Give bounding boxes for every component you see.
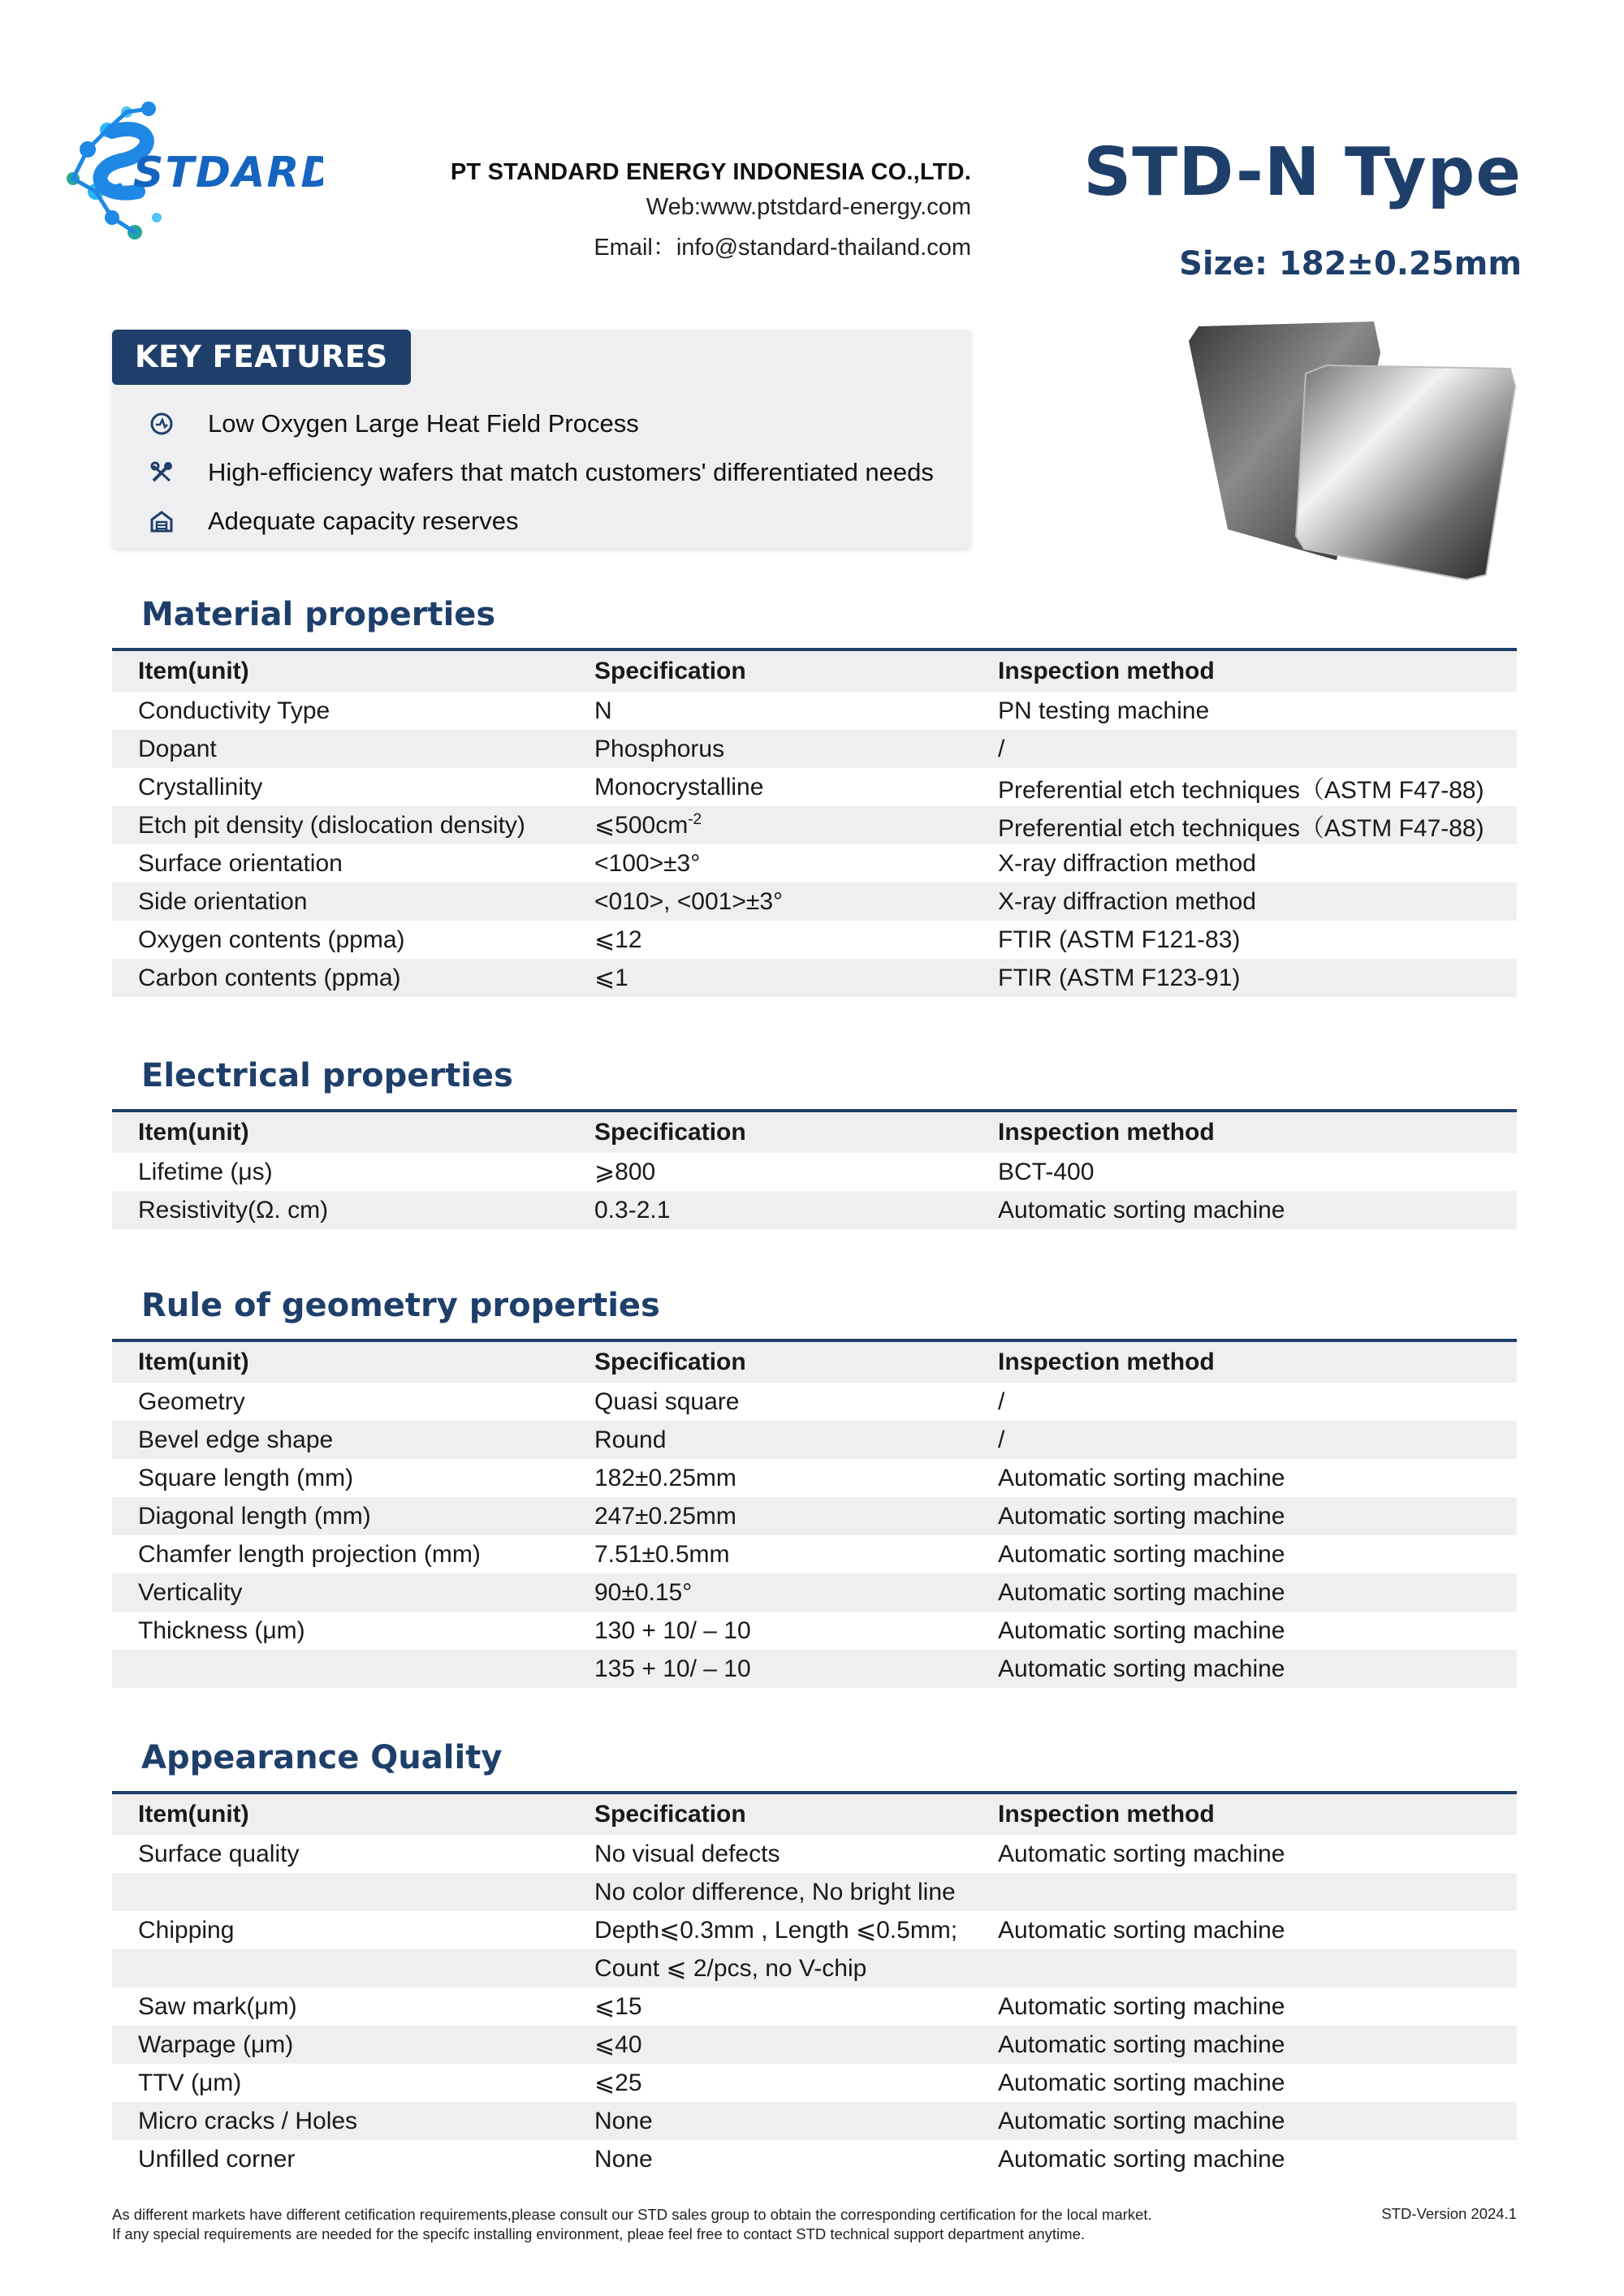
cell-spec: ⩽1 [594, 965, 628, 991]
cell-item: Conductivity Type [138, 697, 330, 724]
table-body [112, 1835, 1517, 2178]
cell-spec: 182±0.25mm [594, 1464, 736, 1491]
cell-spec: No visual defects [594, 1840, 780, 1867]
product-heading [1083, 134, 1522, 283]
table-row [112, 1383, 1517, 1421]
cell-method: Automatic sorting machine [998, 1655, 1285, 1682]
cell-item: Square length (mm) [138, 1464, 354, 1491]
cell-method: Automatic sorting machine [998, 2031, 1285, 2058]
cell-spec: 247±0.25mm [594, 1502, 736, 1530]
cell-item: Oxygen contents (ppma) [138, 926, 405, 953]
table-row [112, 768, 1517, 806]
table-row [112, 2140, 1517, 2178]
company-name: PT STANDARD ENERGY INDONESIA CO.,LTD. [450, 159, 971, 185]
cell-item: Geometry [138, 1388, 245, 1415]
section-title: Appearance Quality [141, 1739, 503, 1776]
cell-item: Saw mark(μm) [138, 1992, 297, 2020]
table-row [112, 921, 1517, 959]
cell-method: / [998, 1388, 1005, 1415]
column-header-item: Item(unit) [138, 658, 249, 684]
section-title: Electrical properties [141, 1057, 513, 1094]
table-header-row [112, 1794, 1517, 1835]
key-feature-label: High-efficiency wafers that match customers' differentiated needs [208, 458, 934, 486]
table-row [112, 1573, 1517, 1612]
cell-spec: Depth⩽0.3mm , Length ⩽0.5mm; [594, 1917, 958, 1944]
cell-method: PN testing machine [998, 697, 1210, 724]
table-header-row [112, 651, 1517, 692]
cell-method: Automatic sorting machine [998, 2107, 1285, 2134]
cell-method: Automatic sorting machine [998, 1464, 1285, 1491]
cell-item: Carbon contents (ppma) [138, 964, 401, 991]
product-title: STD-N Type [1083, 134, 1522, 211]
table-row [112, 1835, 1517, 1873]
cell-method: Automatic sorting machine [998, 1992, 1285, 2020]
tools-icon [146, 457, 177, 488]
section-title: Material properties [141, 596, 496, 633]
column-header-method: Inspection method [998, 1119, 1215, 1146]
cell-item: Chipping [138, 1916, 235, 1944]
table-row [112, 1191, 1517, 1229]
cell-method: FTIR (ASTM F123-91) [998, 964, 1241, 991]
cell-spec: 90±0.15° [594, 1578, 693, 1606]
cell-method: Automatic sorting machine [998, 2145, 1285, 2173]
cell-item: Surface orientation [138, 849, 343, 877]
table-row [112, 730, 1517, 768]
electrical-properties-section [112, 1051, 1517, 1229]
cell-item: Warpage (μm) [138, 2031, 294, 2058]
column-header-spec: Specification [594, 658, 746, 684]
cell-item: Micro cracks / Holes [138, 2107, 358, 2134]
table-row [112, 2064, 1517, 2102]
cell-spec: $⩽500cm^{-2}$ [594, 811, 702, 839]
table-header-row [112, 1112, 1517, 1153]
table-row [112, 1911, 1517, 1949]
cell-spec: ⩽15 [594, 1993, 642, 2020]
cell-item: Lifetime (μs) [138, 1158, 273, 1185]
company-email: Email：info@standard-thailand.com [594, 235, 971, 261]
table-body [112, 1153, 1517, 1229]
footer-disclaimer [112, 2205, 1152, 2244]
cell-item: Unfilled corner [138, 2145, 296, 2173]
cell-method: / [998, 1426, 1005, 1453]
table-row [112, 1612, 1517, 1650]
table-row [112, 806, 1517, 844]
column-header-item: Item(unit) [138, 1119, 249, 1146]
column-header-spec: Specification [594, 1801, 746, 1828]
cell-spec: Phosphorus [594, 735, 725, 762]
table-row [112, 883, 1517, 921]
cell-item: Surface quality [138, 1840, 300, 1867]
table-row [112, 1650, 1517, 1688]
cell-item: Thickness (μm) [138, 1616, 305, 1644]
company-info [406, 159, 971, 262]
key-features-list [146, 399, 934, 546]
cell-spec: 0.3-2.1 [594, 1196, 671, 1224]
footer-line: As different markets have different cetification requirements,please consult our STD sales group to obtain the corresponding certification for the local market. [112, 2206, 1152, 2223]
cell-method: Automatic sorting machine [998, 1502, 1285, 1530]
cell-item: Dopant [138, 735, 217, 762]
cell-spec: Round [594, 1426, 667, 1453]
table-row [112, 1535, 1517, 1573]
cell-spec: Count ⩽ 2/pcs, no V-chip [594, 1955, 867, 1982]
cell-spec: None [594, 2107, 653, 2134]
table-row [112, 1497, 1517, 1535]
table-header-row [112, 1342, 1517, 1383]
cell-item: Etch pit density (dislocation density) [138, 811, 525, 839]
cell-spec: ⩽40 [594, 2031, 642, 2058]
table-row [112, 1873, 1517, 1911]
cell-item: Resistivity(Ω. cm) [138, 1196, 329, 1224]
column-header-method: Inspection method [998, 658, 1215, 684]
document-version: STD-Version 2024.1 [1381, 2205, 1517, 2222]
cell-method: / [998, 735, 1005, 762]
cell-method: Automatic sorting machine [998, 1616, 1285, 1644]
column-header-method: Inspection method [998, 1801, 1215, 1828]
cell-spec: ⩾800 [594, 1159, 656, 1185]
company-web: Web:www.ptstdard-energy.com [646, 194, 971, 220]
warehouse-icon [146, 506, 177, 537]
gauge-icon [146, 408, 177, 439]
geometry-properties-section [112, 1280, 1517, 1688]
table-body [112, 692, 1517, 997]
cell-item: Side orientation [138, 887, 308, 915]
table-row [112, 844, 1517, 883]
table-row [112, 1153, 1517, 1191]
cell-spec: None [594, 2145, 653, 2173]
column-header-item: Item(unit) [138, 1801, 249, 1828]
cell-method: BCT-400 [998, 1158, 1095, 1185]
key-feature-item [146, 448, 934, 497]
cell-spec: 7.51±0.5mm [594, 1540, 730, 1568]
cell-method: Automatic sorting machine [998, 1540, 1285, 1568]
cell-spec: No color difference, No bright line [594, 1878, 956, 1905]
key-features-title: KEY FEATURES [112, 330, 411, 385]
cell-method: Automatic sorting machine [998, 1916, 1285, 1944]
cell-method: Automatic sorting machine [998, 1578, 1285, 1606]
cell-method: X-ray diffraction method [998, 887, 1256, 915]
key-feature-item [146, 497, 934, 546]
section-title: Rule of geometry properties [141, 1287, 660, 1324]
key-feature-label: Adequate capacity reserves [208, 507, 519, 535]
table-row [112, 2026, 1517, 2064]
cell-method: X-ray diffraction method [998, 849, 1256, 877]
cell-item: Crystallinity [138, 773, 263, 801]
cell-spec: ⩽25 [594, 2069, 642, 2096]
appearance-quality-section [112, 1733, 1517, 2178]
cell-method: Preferential etch techniques（ASTM F47-88) [998, 776, 1484, 804]
table-row [112, 2102, 1517, 2140]
cell-item: Chamfer length projection (mm) [138, 1540, 481, 1568]
cell-item: Bevel edge shape [138, 1426, 334, 1453]
table-body [112, 1383, 1517, 1688]
cell-spec: <100>±3° [594, 849, 701, 877]
material-properties-section [112, 589, 1517, 997]
cell-method: Automatic sorting machine [998, 2069, 1285, 2096]
cell-method: Automatic sorting machine [998, 1196, 1285, 1224]
cell-method: Preferential etch techniques（ASTM F47-88) [998, 814, 1484, 842]
cell-method: Automatic sorting machine [998, 1840, 1285, 1867]
cell-spec: Quasi square [594, 1388, 740, 1415]
table-row [112, 1987, 1517, 2026]
key-feature-item [146, 399, 934, 448]
column-header-spec: Specification [594, 1119, 746, 1146]
cell-spec: Monocrystalline [594, 773, 764, 801]
company-logo [63, 96, 323, 250]
cell-item: TTV (μm) [138, 2069, 242, 2096]
cell-item: Verticality [138, 1578, 243, 1606]
cell-spec-superscript: -2 [688, 811, 702, 828]
column-header-item: Item(unit) [138, 1349, 249, 1375]
cell-spec: 130 + 10/ – 10 [594, 1616, 751, 1644]
footer-line: If any special requirements are needed for the specifc installing environment, pleae feel free to contact STD technical support department anytime. [112, 2225, 1086, 2242]
wafer-image [1182, 317, 1523, 593]
table-row [112, 1949, 1517, 1987]
key-feature-label: Low Oxygen Large Heat Field Process [208, 409, 639, 438]
cell-item: Diagonal length (mm) [138, 1502, 371, 1530]
table-row [112, 1421, 1517, 1459]
column-header-spec: Specification [594, 1349, 746, 1375]
cell-spec: 135 + 10/ – 10 [594, 1655, 751, 1682]
cell-spec: <010>, <001>±3° [594, 887, 784, 915]
cell-spec: N [594, 697, 612, 724]
logo-wordmark: STDARD [133, 149, 323, 197]
column-header-method: Inspection method [998, 1349, 1215, 1375]
table-row [112, 1459, 1517, 1497]
table-row [112, 692, 1517, 730]
table-row [112, 959, 1517, 997]
product-size: Size: 182±0.25mm [1179, 245, 1522, 283]
cell-method: FTIR (ASTM F121-83) [998, 926, 1241, 953]
cell-spec: ⩽12 [594, 926, 642, 953]
